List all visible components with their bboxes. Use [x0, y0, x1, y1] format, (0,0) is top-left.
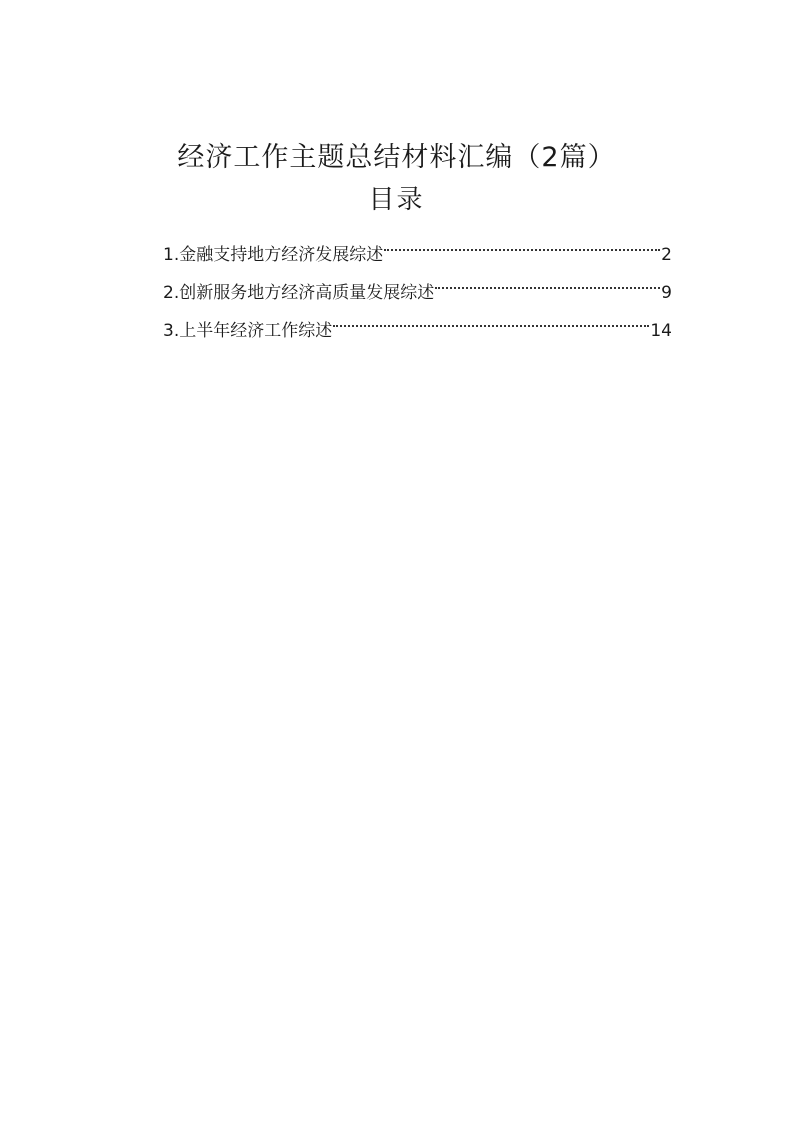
toc-entry-label: 1.金融支持地方经济发展综述 [163, 245, 384, 265]
toc-entry-label: 2.创新服务地方经济高质量发展综述 [163, 283, 435, 303]
toc-entry-page-number: 9 [661, 283, 672, 303]
toc-entry[interactable] [163, 306, 672, 344]
toc-dot-leader [333, 306, 649, 336]
toc-dot-leader [435, 268, 660, 298]
toc-entry[interactable] [163, 268, 672, 306]
table-of-contents [163, 230, 672, 344]
toc-dot-leader [384, 230, 660, 260]
document-title: 经济工作主题总结材料汇编（2篇） [177, 142, 616, 173]
toc-entry-page-number: 14 [650, 321, 672, 341]
toc-heading: 目录 [368, 185, 425, 215]
toc-entry-label: 3.上半年经济工作综述 [163, 321, 333, 341]
toc-entry[interactable] [163, 230, 672, 268]
toc-entry-page-number: 2 [661, 245, 672, 265]
